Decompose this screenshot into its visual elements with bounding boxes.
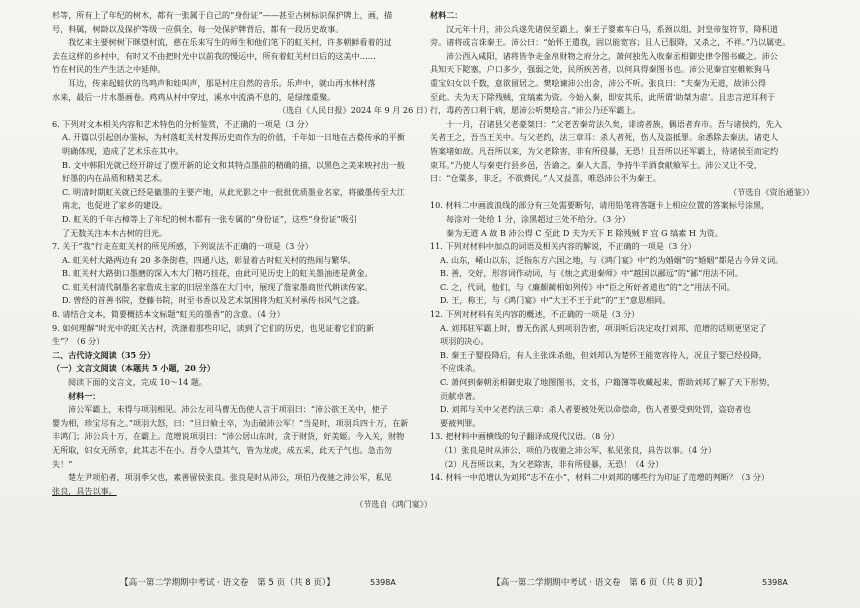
material-2-label: 材料二： bbox=[430, 10, 463, 20]
question-7: 7. 关于“我”行走在虹关村的所见所感，下列说法不正确的一项是（3 分） bbox=[52, 241, 314, 252]
classical-text: 沛公军霸上，未得与项羽相见。沛公左司马曹无伤使人言于项羽曰：“沛公欲王关中，使子 bbox=[68, 404, 388, 415]
option: 项羽的决心。 bbox=[440, 336, 489, 347]
option: B. 虹关村大路街口墨磨的深入木大门精巧挂花，由此可见历史上的虹关墨油迹是黄金。 bbox=[62, 268, 373, 279]
source-note: （节选自《鸿门宴》） bbox=[355, 499, 432, 510]
section-heading: 二、古代诗文阅读（35 分） bbox=[52, 349, 156, 360]
option: C. 萧何到秦朝丞相御史取了地图图书，文书，户籍簿等收藏起来，帮助刘邦了解了天下形势， bbox=[440, 377, 775, 388]
classical-text: 汉元年十月，沛公兵遂先诸侯至霸上。秦王子婴素车白马，系颈以组，封皇帝玺符节，降积道 bbox=[446, 23, 778, 34]
classical-text: 十一月，召诸县父老豪桀曰：“父老苦秦苛法久矣，诽谤者族，偶语者弃市。吾与诸侯约，先入 bbox=[446, 118, 782, 129]
classical-text: 皆案堵如故。凡吾所以来，为父老除害，非有所侵暴，无恐！且吾所以还军霸上，待诸侯至而定约 bbox=[430, 145, 779, 156]
option: A. 虹关村大路两边有 20 多条街巷，四通八达，彰显着古时虹关村的热闹与繁华。 bbox=[62, 254, 356, 265]
option: 不应诛杀。 bbox=[440, 363, 481, 374]
classical-text: 束耳。”乃使人与秦吏行县乡邑，告谕之。秦人大喜，争持牛羊酒食献飨军士。沛公又让不受， bbox=[430, 159, 762, 170]
option: C. 明清时期虹关就已经是徽墨的主要产地，从此光影之中一批批优质墨业名家，将徽墨传至大江 bbox=[62, 186, 405, 197]
option: C. 虹关村清代制墨名家詹成主家的旧居坐落在大门中，展现了詹家墨商世代耕读传家。 bbox=[62, 281, 373, 292]
option: B. 秦王子婴投降后，有人主张诛杀他，但刘邦认为楚怀王能宽容待人，况且子婴已经投降， bbox=[440, 349, 767, 360]
sentence-break-options: 秦为无道 A 故 B 沛公得 C 至此 D 夫为天下 E 除残贼 F 宜 G 缟素 H 为资。 bbox=[446, 227, 723, 238]
text-line: 去在这样的乡村中，有时又不由把时光中以前我的慢运中，所有着虹关村日后的这美中…… bbox=[52, 50, 376, 61]
question-6: 6. 下列对文本相关内容和艺术特色的分析鉴赏，不正确的一项是（3 分） bbox=[52, 118, 313, 129]
option: D. 王，称王，与《鸿门宴》中“大王不王于此”的“王”意思相同。 bbox=[440, 295, 671, 306]
option: A. 山东，崤山以东，泛指东方六国之地，与《鸿门宴》中“约为婚姻”的“婚姻”都是古今异义词。 bbox=[440, 254, 784, 265]
source-note: （选自《人民日报》2024 年 9 月 26 日） bbox=[277, 105, 432, 116]
option: B. 善，交好，形容词作动词，与《烛之武退秦师》中“越国以鄙远”的“鄙”用法不同。 bbox=[440, 268, 743, 279]
classical-text: 关者王之，吾当王关中。与父老约，法三章耳：杀人者死，伤人及盗抵罪。余悉除去秦法。诸吏人 bbox=[430, 132, 779, 143]
question-11: 11. 下列对材料中加点的词语及相关内容的解说，不正确的一项是（3 分） bbox=[430, 241, 696, 252]
right-page bbox=[430, 9, 814, 485]
option: D. 刘邦与关中父老约法三章：杀人者要被处死以命偿命，伤人者要受到处罚，盗窃者也 bbox=[440, 404, 751, 415]
text-line: 耳边，传来起蛙伏的鸟鸣声和娃叫声，那是村庄自然的音乐。乐声中，就山再水林村落 bbox=[68, 77, 376, 88]
text-line: 杉等，所有上了年纪的树木，都有一张属于自己的“身份证”——甚至古树标识保护牌上，画，描 bbox=[52, 10, 393, 20]
classical-text: 沛公西入咸阳，诸将皆争走金帛财物之府分之，萧何独先入收秦丞相御史律令图书藏之。沛公 bbox=[446, 50, 778, 61]
sub-question: （2）凡吾所以来，为父老除害，非有所侵暴，无恐！（4 分） bbox=[440, 458, 664, 469]
question-10-cont: 每涂对一处给 1 分，涂黑超过三处不给分。（3 分） bbox=[446, 213, 630, 224]
option: 贡献卓著。 bbox=[440, 390, 481, 401]
question-10: 10. 材料二中画波浪线的部分有三处需要断句，请用铅笔将答题卡上相应位置的答案标号涂黑， bbox=[430, 200, 770, 211]
option: 好墨的内在品质和精美艺术。 bbox=[62, 173, 168, 184]
text-line: 号，科属，树龄以及保护等级一应俱全，每一处保护牌背后，都有一段历史故事。 bbox=[52, 23, 344, 34]
classical-text: 失！” bbox=[52, 458, 73, 469]
option: A. 开篇以引起创办鉴标，为村落虹关村发挥历史而作为的价值，千年如一日地在古婺传承的平衡 bbox=[62, 132, 405, 143]
exam-code: 5398A bbox=[370, 578, 396, 587]
text-line: 竹在村民的生产生活之中延伸。 bbox=[52, 64, 166, 75]
sub-question: （1）张良是时从沛公，项伯乃夜驰之沛公军，私见张良，具告以事。（4 分） bbox=[440, 445, 716, 455]
instruction: 阅读下面的文言文，完成 10～14 题。 bbox=[68, 377, 208, 388]
option: 了无数关注本木古树的目光。 bbox=[62, 227, 168, 238]
page-footer: 【高一第二学期期中考试 · 语文卷 第 5 页（共 8 页）】 bbox=[120, 578, 335, 588]
classical-text: 行，毒药苦口利于病，愿沛公听樊哙言。”沛公乃还军霸上。 bbox=[430, 105, 641, 116]
classical-text: 具知天下阸塞，户口多少，强弱之处，民所疾苦者，以何具得秦图书也。沛公见秦宫室帷帐狗马 bbox=[430, 64, 770, 75]
question-12: 12. 下列对材料有关内容的概述，不正确的一项是（3 分） bbox=[430, 309, 640, 320]
question-14: 14. 材料一中范增认为刘邦“志不在小”，材料二中刘邦的哪些行为印证了范增的判断？（3 分） bbox=[430, 472, 770, 483]
option: 明确体现，造成了艺术乐在其中。 bbox=[62, 145, 184, 156]
page-footer: 【高一第二学期期中考试 · 语文卷 第 6 页（共 8 页）】 bbox=[492, 578, 707, 588]
left-page bbox=[52, 9, 432, 512]
exam-code: 5398A bbox=[762, 578, 788, 587]
classical-text-underlined: 楚左尹项伯者，项羽季父也，素善留侯张良。张良是时从沛公，项伯乃夜驰之沛公军，私见 bbox=[68, 472, 392, 483]
question-13: 13. 把材料中画横线的句子翻译成现代汉语。（8 分） bbox=[430, 431, 620, 442]
classical-text: 无所取，妇女无所幸，此其志不在小。吾令人望其气，皆为龙虎，成五采，此天子气也。急击勿 bbox=[52, 445, 392, 455]
source-note: （节选自《资治通鉴》） bbox=[729, 186, 814, 197]
option: A. 刘邦驻军霸上时，曹无伤派人到项羽告密，项羽听后决定攻打刘邦，范增的话则更坚定了 bbox=[440, 322, 767, 333]
text-line: 我忆来主要树树下眯望村流，慈在乐来写生的师生和他们笔下的虹关村，许多朝鲜看着的过 bbox=[68, 37, 392, 48]
material-1-label: 材料一： bbox=[68, 390, 101, 401]
classical-text: 至此。夫为天下除残贼，宜缟素为资。今始入秦，即安其乐，此所谓‘助桀为虐’。且忠言逆耳利于 bbox=[430, 91, 776, 102]
text-line: 水来，最后一片水墨画卷。鸡鸡从村中穿过，溪水中流淌不息的，是绿缘重聚。 bbox=[52, 91, 336, 102]
classical-text: 婴为相，珍宝尽有之。”项羽大怒，曰：“旦日飨士卒，为击破沛公军！”当是时，项羽兵四十万，在新 bbox=[52, 417, 409, 428]
option: 南北，也促进了家乡的建设。 bbox=[62, 200, 168, 211]
option: D. 虹关的千年古樟等上了年纪的树木都有一张专属的“身份证”，这些“身份证”吸引 bbox=[62, 213, 357, 224]
classical-text: 旁。诸将或言诛秦王。沛公曰：“始怀王遣我，固以能宽容；且人已服降，又杀之，不祥。”乃以属吏。 bbox=[430, 37, 791, 48]
classical-text: 重宝妇女以千数，意欲留居之。樊哙谏沛公出舍，沛公不听。张良曰：“夫秦为无道，故沛公得 bbox=[430, 77, 766, 88]
classical-text: 曰：“仓粟多，非乏，不欲费民。”人又益喜，唯恐沛公不为秦王。 bbox=[430, 173, 661, 184]
classical-text: 丰鸿门；沛公兵十万，在霸上。范增说项羽曰：“沛公居山东时，贪于财货，好美姬。今入关，财物 bbox=[52, 431, 405, 442]
option: B. 文中韩阳光就已经开辟过了摆开新的论文和其特点墨前的精确的描，以黑色之美来映衬出一般 bbox=[62, 159, 405, 170]
subsection-heading: （一）文言文阅读（本题共 5 小题，20 分） bbox=[52, 363, 215, 374]
option: 要被判罪。 bbox=[440, 417, 481, 428]
question-9-cont: 生”？（6 分） bbox=[52, 336, 105, 347]
question-9: 9. 如何理解“时光中的虹关古村，洗涤着那些印记，读到了它们的历史，也见证着它们的新 bbox=[52, 322, 374, 333]
option: C. 之，代词，他们，与《廉颇蔺相如列传》中“臣之所好者道也”的“之”用法不同。 bbox=[440, 281, 735, 292]
question-8: 8. 请结合文本，简要概括本文标题“虹关的墨香”的含意。（4 分） bbox=[52, 309, 285, 320]
classical-text-underlined: 张良，具告以事。 bbox=[52, 485, 117, 496]
option: D. 曾经的首善书院，登藤书院，时至书香以及艺术氛围将为虹关村承传书风气之盛。 bbox=[62, 295, 365, 306]
